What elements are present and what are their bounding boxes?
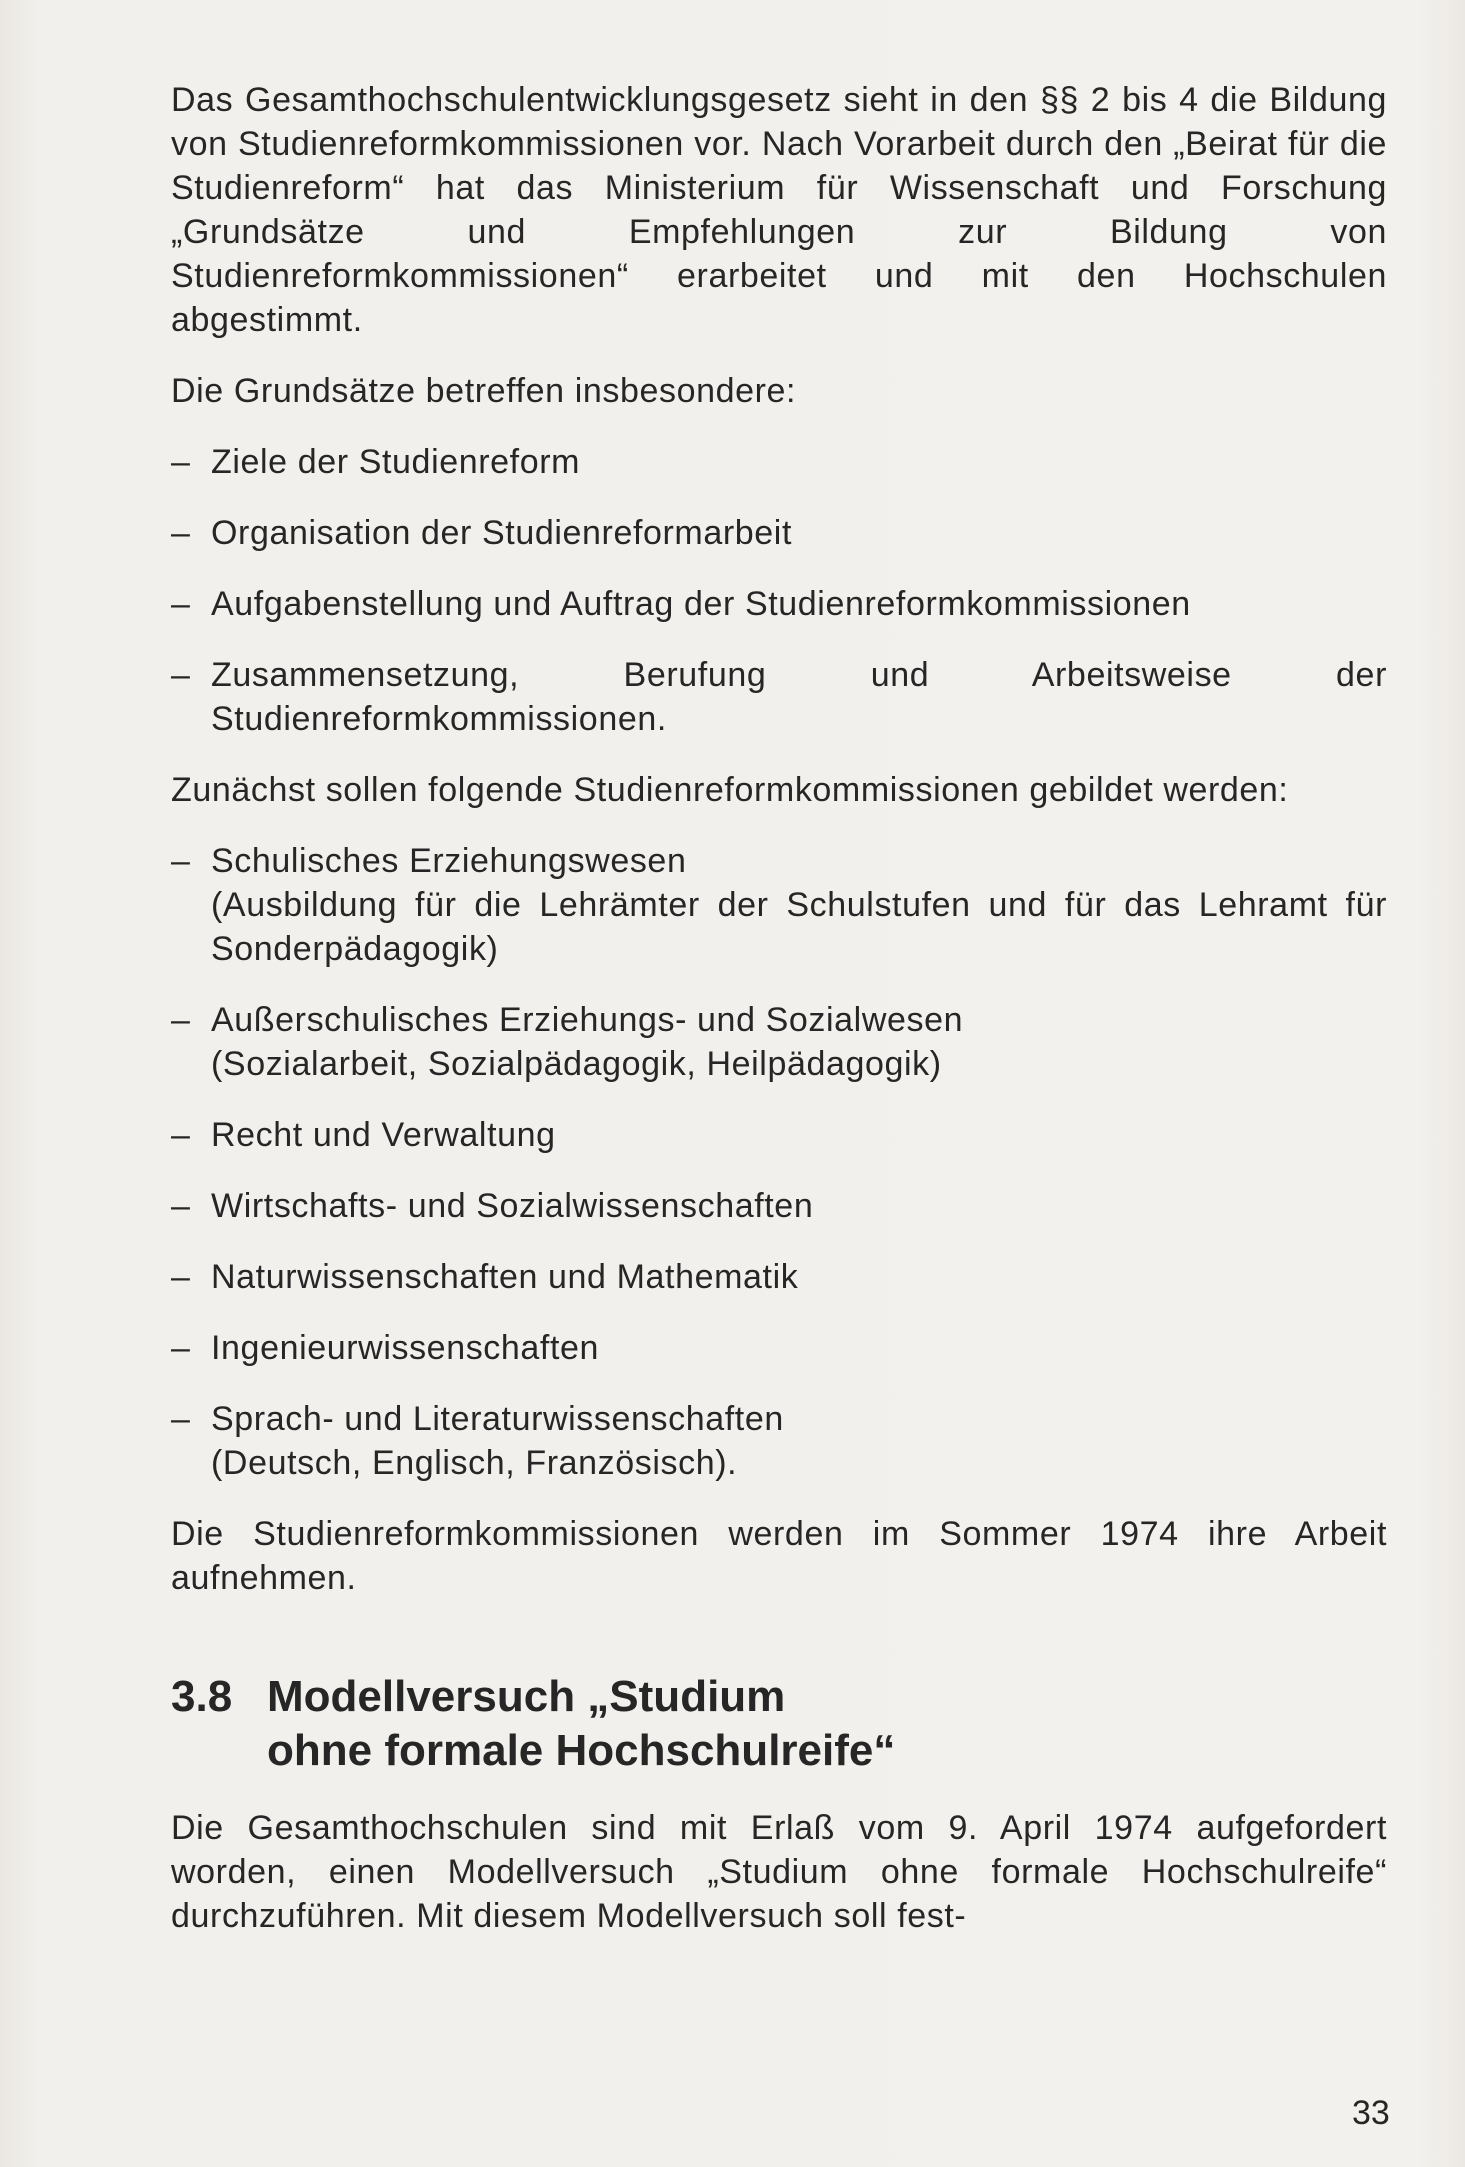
list-item: [171, 1255, 1387, 1299]
dash-marker: –: [171, 585, 191, 623]
commission-title: Ingenieurwissenschaften: [211, 1329, 600, 1367]
section-paragraph: Die Gesamthochschulen sind mit Erlaß vom 9. April 1974 aufgefordert worden, einen Modellversuch „Studium ohne formale Hochschulreife“ durchzuführen. Mit diesem Modellversuch soll fest-: [171, 1809, 1387, 1935]
list-item: [171, 1184, 1387, 1228]
page-number: 33: [1352, 2094, 1390, 2132]
section-title-line2: ohne formale Hochschulreife“: [267, 1726, 896, 1775]
list-item: [171, 998, 1387, 1086]
commission-detail: (Ausbildung für die Lehrämter der Schulstufen und für das Lehramt für Sonderpädagogik): [211, 886, 1387, 968]
dash-marker: –: [171, 1116, 191, 1154]
list-item: [171, 511, 1387, 555]
list-item: [171, 1326, 1387, 1370]
dash-marker: –: [171, 1400, 191, 1438]
commission-title: Schulisches Erziehungswesen: [211, 842, 687, 880]
commissions-list: [171, 839, 1387, 1485]
dash-marker: –: [171, 443, 191, 481]
section-heading: [171, 1670, 1387, 1778]
principles-list: [171, 440, 1387, 741]
commissions-intro: Zunächst sollen folgende Studienreformkommissionen gebildet werden:: [171, 771, 1289, 809]
list-item: [171, 839, 1387, 971]
list-item-text: Zusammensetzung, Berufung und Arbeitsweise der Studienreformkommissionen.: [211, 656, 1387, 738]
list-item: [171, 440, 1387, 484]
dash-marker: –: [171, 1001, 191, 1039]
principles-intro: Die Grundsätze betreffen insbesondere:: [171, 372, 797, 410]
document-body: [171, 78, 1387, 1938]
section-title-line1: Modellversuch „Studium: [267, 1672, 786, 1721]
dash-marker: –: [171, 1329, 191, 1367]
intro-paragraph: Das Gesamthochschulentwicklungsgesetz sieht in den §§ 2 bis 4 die Bildung von Studienreformkommissionen vor. Nach Vorarbeit durch den „Beirat für die Studienreform“ hat das Ministerium für Wissenschaft und Forschung „Grundsätze und Empfehlungen zur Bildung von Studienreformkommissionen“ erarbeitet und mit den Hochschulen abgestimmt.: [171, 81, 1387, 339]
commission-title: Recht und Verwaltung: [211, 1116, 556, 1154]
commission-detail: (Deutsch, Englisch, Französisch).: [211, 1444, 738, 1482]
dash-marker: –: [171, 514, 191, 552]
dash-marker: –: [171, 842, 191, 880]
list-item: [171, 1397, 1387, 1485]
list-item: [171, 1113, 1387, 1157]
dash-marker: –: [171, 1187, 191, 1225]
section-number: 3.8: [171, 1672, 233, 1721]
commission-title: Wirtschafts- und Sozialwissenschaften: [211, 1187, 814, 1225]
dash-marker: –: [171, 1258, 191, 1296]
list-item-text: Organisation der Studienreformarbeit: [211, 514, 793, 552]
commission-detail: (Sozialarbeit, Sozialpädagogik, Heilpädagogik): [211, 1045, 942, 1083]
commission-title: Sprach- und Literaturwissenschaften: [211, 1400, 784, 1438]
list-item-text: Ziele der Studienreform: [211, 443, 581, 481]
commission-title: Außerschulisches Erziehungs- und Sozialwesen: [211, 1001, 964, 1039]
list-item: [171, 653, 1387, 741]
dash-marker: –: [171, 656, 191, 694]
commission-title: Naturwissenschaften und Mathematik: [211, 1258, 799, 1296]
closing-paragraph: Die Studienreformkommissionen werden im Sommer 1974 ihre Arbeit aufnehmen.: [171, 1515, 1387, 1597]
list-item: [171, 582, 1387, 626]
list-item-text: Aufgabenstellung und Auftrag der Studienreformkommissionen: [211, 585, 1191, 623]
